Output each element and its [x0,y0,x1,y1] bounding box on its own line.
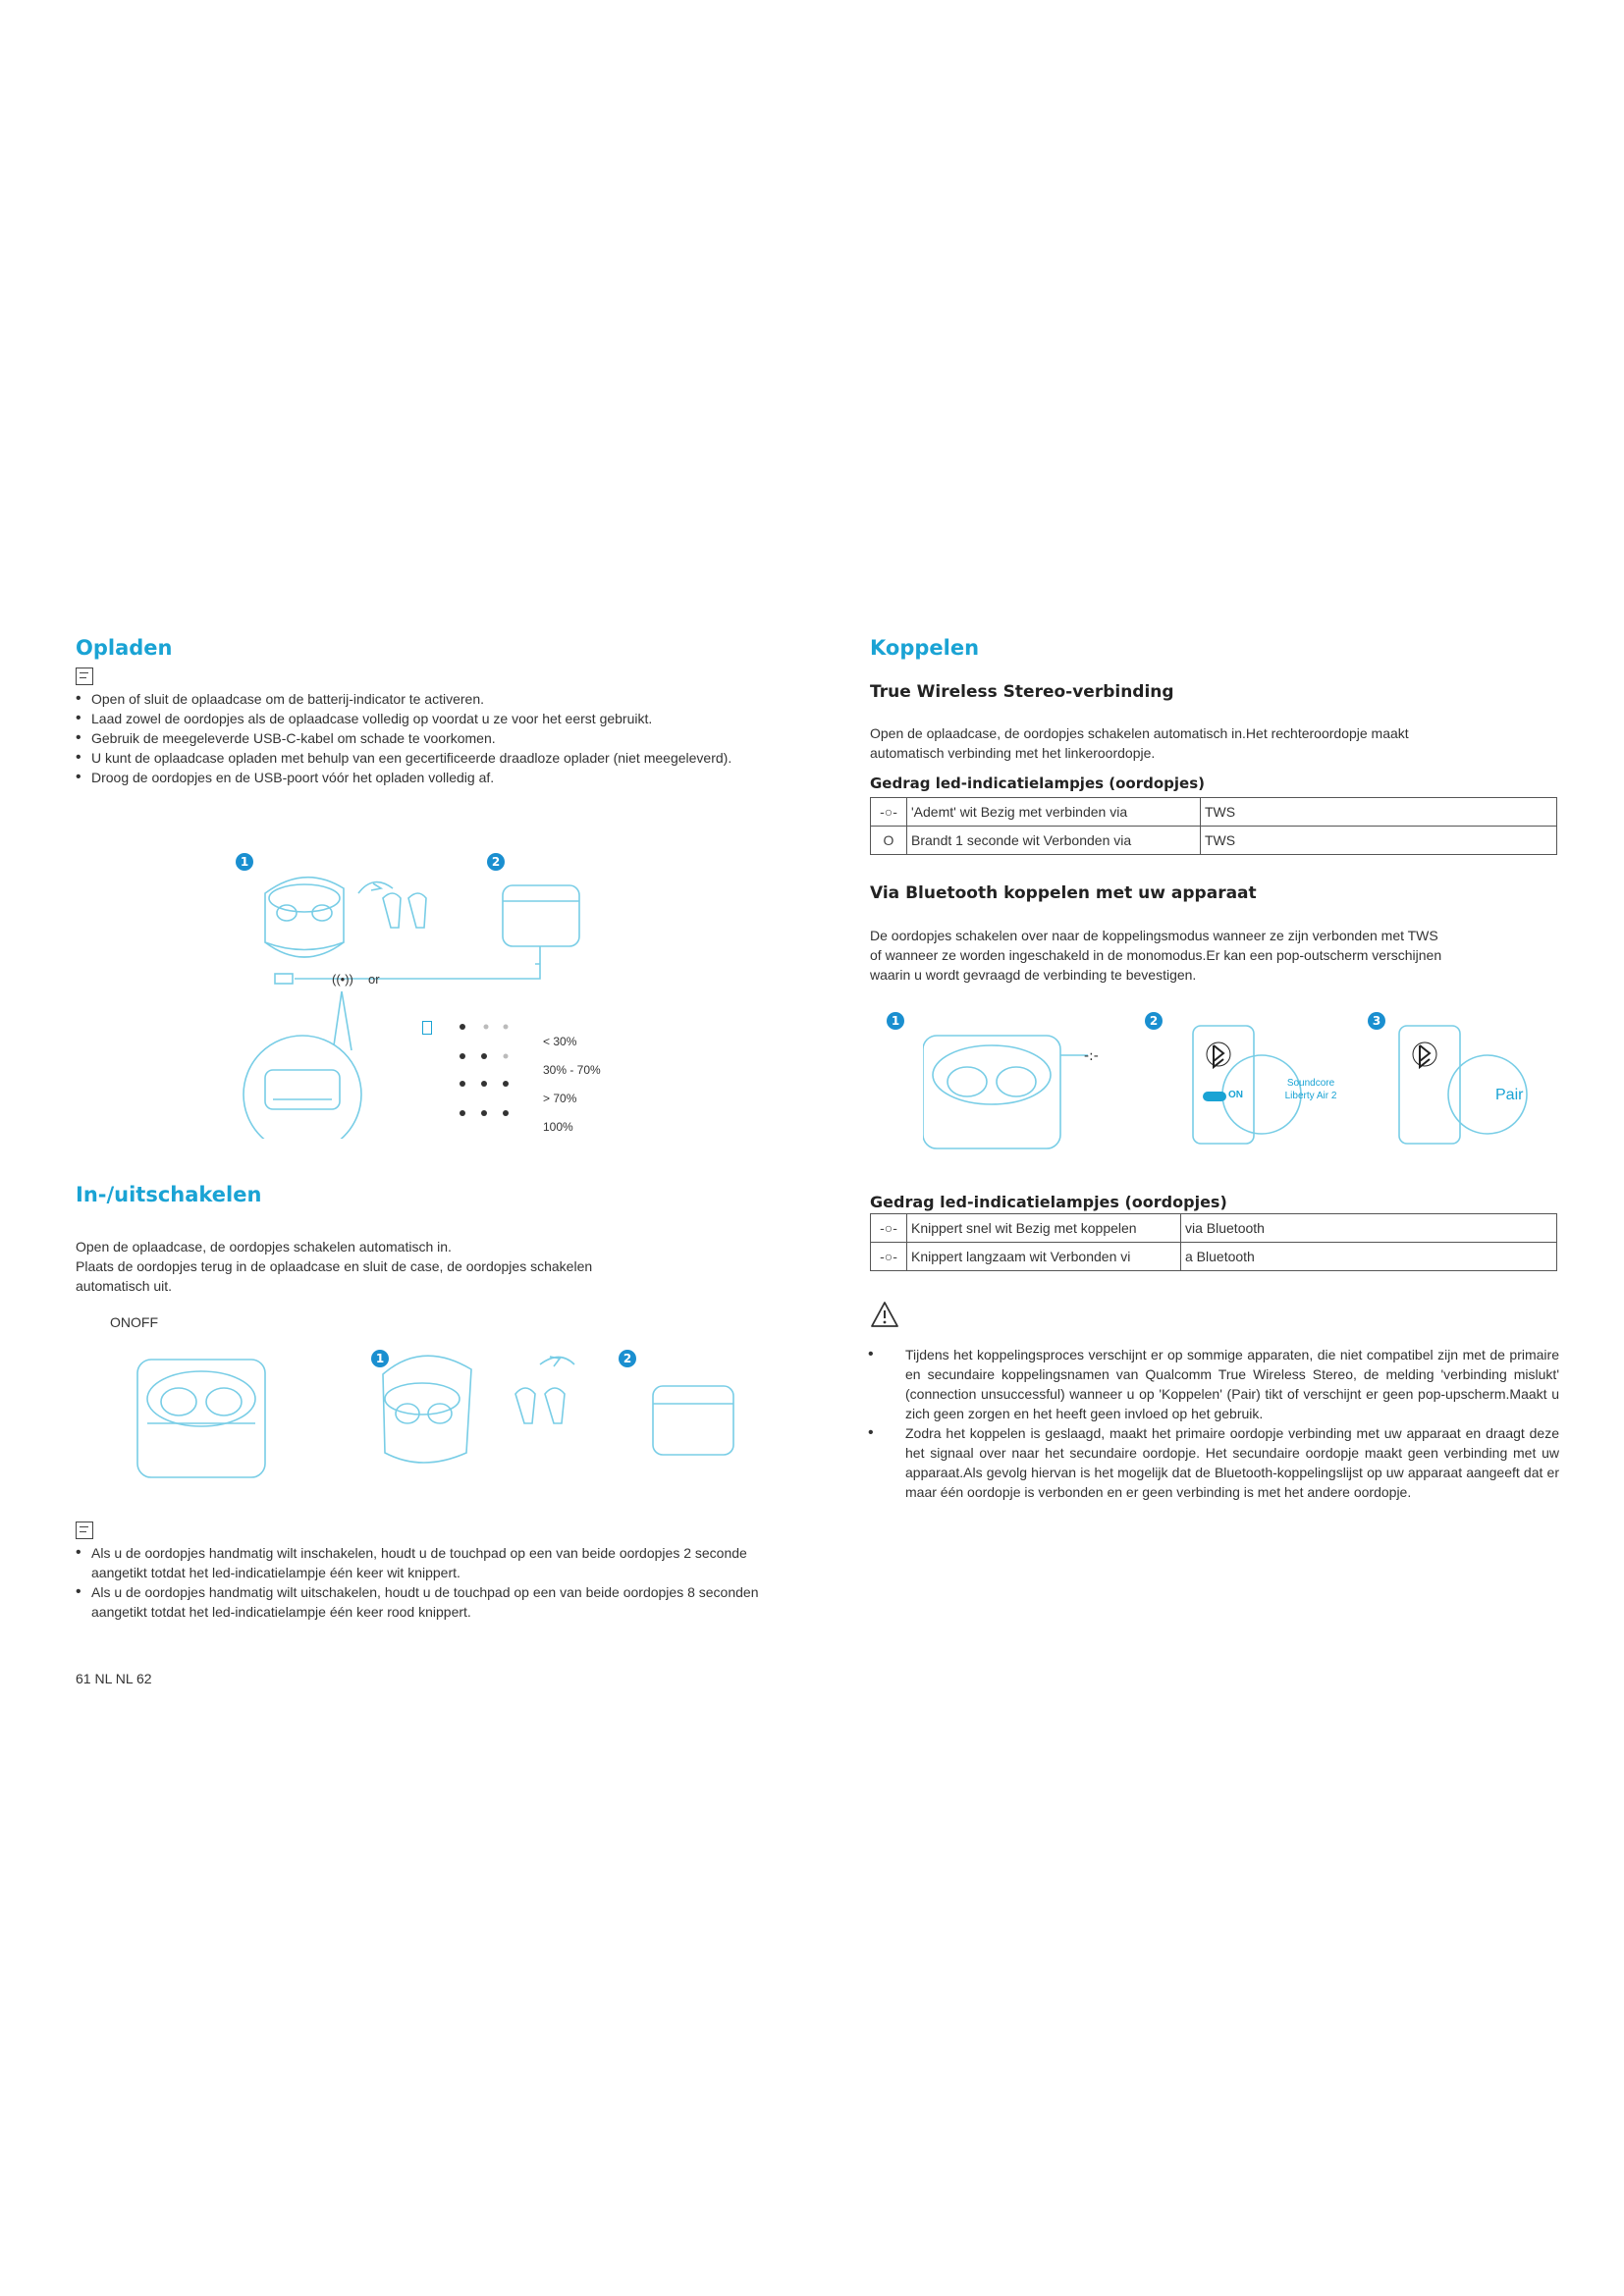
list-item: • Zodra het koppelen is geslaagd, maakt het primaire oordopje verbinding met uw apparaat en draagt deze het signaal over naar het secundaire oordopje. Het secundaire oordopje maakt geen verbinding met uw apparaat.Als gevolg hiervan is het mogelijk dat de Bluetooth-koppelingslijst op uw apparaat aangeeft dat er maar één oordopje is verbonden en er geen verbinding is met het andere oordopje. [866,1423,1559,1502]
power-illustration [128,1345,746,1492]
or-label: or [368,972,380,987]
note-icon [76,667,93,685]
led-heading: Gedrag led-indicatielampjes (oordopjes) [870,774,1206,792]
fast-blink-icon: -○- [871,1214,907,1243]
slow-blink-icon: -○- [871,1243,907,1271]
breathing-light-icon: -○- [871,798,907,827]
table-cell: TWS [1201,827,1557,855]
opladen-title: Opladen [76,636,173,660]
svg-text:((•)): ((•)) [332,972,353,987]
step-badge: 2 [1145,1012,1163,1030]
step-badge: 1 [887,1012,904,1030]
led-table-tws [870,797,1557,855]
table-row [871,1243,1557,1271]
phone-device-name [1281,1077,1340,1102]
step-badge: 1 [371,1350,389,1367]
battery-level-label: < 30% [543,1035,577,1048]
paragraph-line: automatisch uit. [76,1278,173,1294]
table-cell: TWS [1201,798,1557,827]
paragraph-line: Open de oplaadcase, de oordopjes schakelen automatisch in. [76,1239,452,1255]
led-table-bt [870,1213,1557,1271]
paragraph-line: waarin u wordt gevraagd de verbinding te bevestigen. [870,967,1197,983]
battery-levels [543,1028,601,1142]
list-item: • Open of sluit de oplaadcase om de batterij-indicator te activeren. [74,689,741,709]
paragraph-line: De oordopjes schakelen over naar de koppelingsmodus wanneer ze zijn verbonden met TWS [870,928,1438,943]
device-name-line: Soundcore [1286,1078,1335,1089]
table-row [871,798,1557,827]
paragraph-line: automatisch verbinding met het linkeroordopje. [870,745,1156,761]
step-badge: 2 [619,1350,636,1367]
battery-level-label: 100% [543,1120,573,1134]
power-title: In-/uitschakelen [76,1183,262,1206]
battery-led-dots [447,1017,545,1135]
list-item: • U kunt de oplaadcase opladen met behulp van een gecertificeerde draadloze oplader (niet meegeleverd). [74,748,741,768]
table-cell: 'Ademt' wit Bezig met verbinden via [907,798,1201,827]
table-cell: Knippert langzaam wit Verbonden vi [907,1243,1181,1271]
tws-heading: True Wireless Stereo-verbinding [870,682,1174,702]
device-name-line: Liberty Air 2 [1284,1091,1337,1101]
phone-on-label: ON [1228,1090,1243,1100]
onoff-label: ONOFF [110,1314,158,1330]
note-icon [76,1522,93,1539]
power-text [76,1237,763,1296]
list-item: • Laad zowel de oordopjes als de oplaadcase volledig op voordat u ze voor het eerst gebruikt. [74,709,741,728]
paragraph-line: Plaats de oordopjes terug in de oplaadcase en sluit de case, de oordopjes schakelen [76,1258,593,1274]
koppelen-title: Koppelen [870,636,980,660]
opladen-notes [74,689,741,787]
table-cell: Brandt 1 seconde wit Verbonden via [907,827,1201,855]
list-item: • Als u de oordopjes handmatig wilt uitschakelen, houdt u de touchpad op een van beide oordopjes 8 seconden aangetikt totdat het led-indicatielampje één keer rood knippert. [74,1582,761,1622]
table-row [871,1214,1557,1243]
svg-text:-:-: -:- [1084,1048,1099,1064]
list-item: • Als u de oordopjes handmatig wilt inschakelen, houdt u de touchpad op een van beide oordopjes 2 seconde aangetikt totdat het led-indicatielampje één keer wit knippert. [74,1543,761,1582]
warning-notes [866,1345,1559,1502]
solid-light-icon: O [871,827,907,855]
step-badge: 3 [1368,1012,1385,1030]
pair-button[interactable]: Pair [1495,1087,1524,1103]
bt-text [870,926,1577,985]
battery-level-label: 30% - 70% [543,1063,601,1077]
warning-icon [870,1301,899,1328]
table-cell: via Bluetooth [1181,1214,1557,1243]
power-notes [74,1543,761,1622]
table-cell: Knippert snel wit Bezig met koppelen [907,1214,1181,1243]
led-heading-bt: Gedrag led-indicatielampjes (oordopjes) [870,1193,1227,1211]
paragraph-line: of wanneer ze worden ingeschakeld in de monomodus.Er kan een pop-outscherm verschijnen [870,947,1442,963]
list-item: • Droog de oordopjes en de USB-poort vóór het opladen volledig af. [74,768,741,787]
bt-heading: Via Bluetooth koppelen met uw apparaat [870,883,1257,903]
page-footer: 61 NL NL 62 [76,1671,152,1686]
table-row [871,827,1557,855]
step-badge: 2 [487,853,505,871]
list-item: • Gebruik de meegeleverde USB-C-kabel om schade te voorkomen. [74,728,741,748]
paragraph-line: Open de oplaadcase, de oordopjes schakelen automatisch in.Het rechteroordopje maakt [870,725,1409,741]
step-badge: 1 [236,853,253,871]
battery-icon [422,1021,432,1035]
battery-level-label: > 70% [543,1092,577,1105]
list-item: • Tijdens het koppelingsproces verschijnt er op sommige apparaten, die niet compatibel zijn met de primaire en secundaire koppelingsnamen van Qualcomm True Wireless Stereo, de melding 'verbinding mislukt' (connection unsuccessful) wanneer u op 'Koppelen' (Pair) tikt of verschijnt er geen pop-upscherm.Maakt u zich geen zorgen en het heeft geen invloed op het gebruik. [866,1345,1559,1423]
table-cell: a Bluetooth [1181,1243,1557,1271]
tws-text [870,723,1577,763]
